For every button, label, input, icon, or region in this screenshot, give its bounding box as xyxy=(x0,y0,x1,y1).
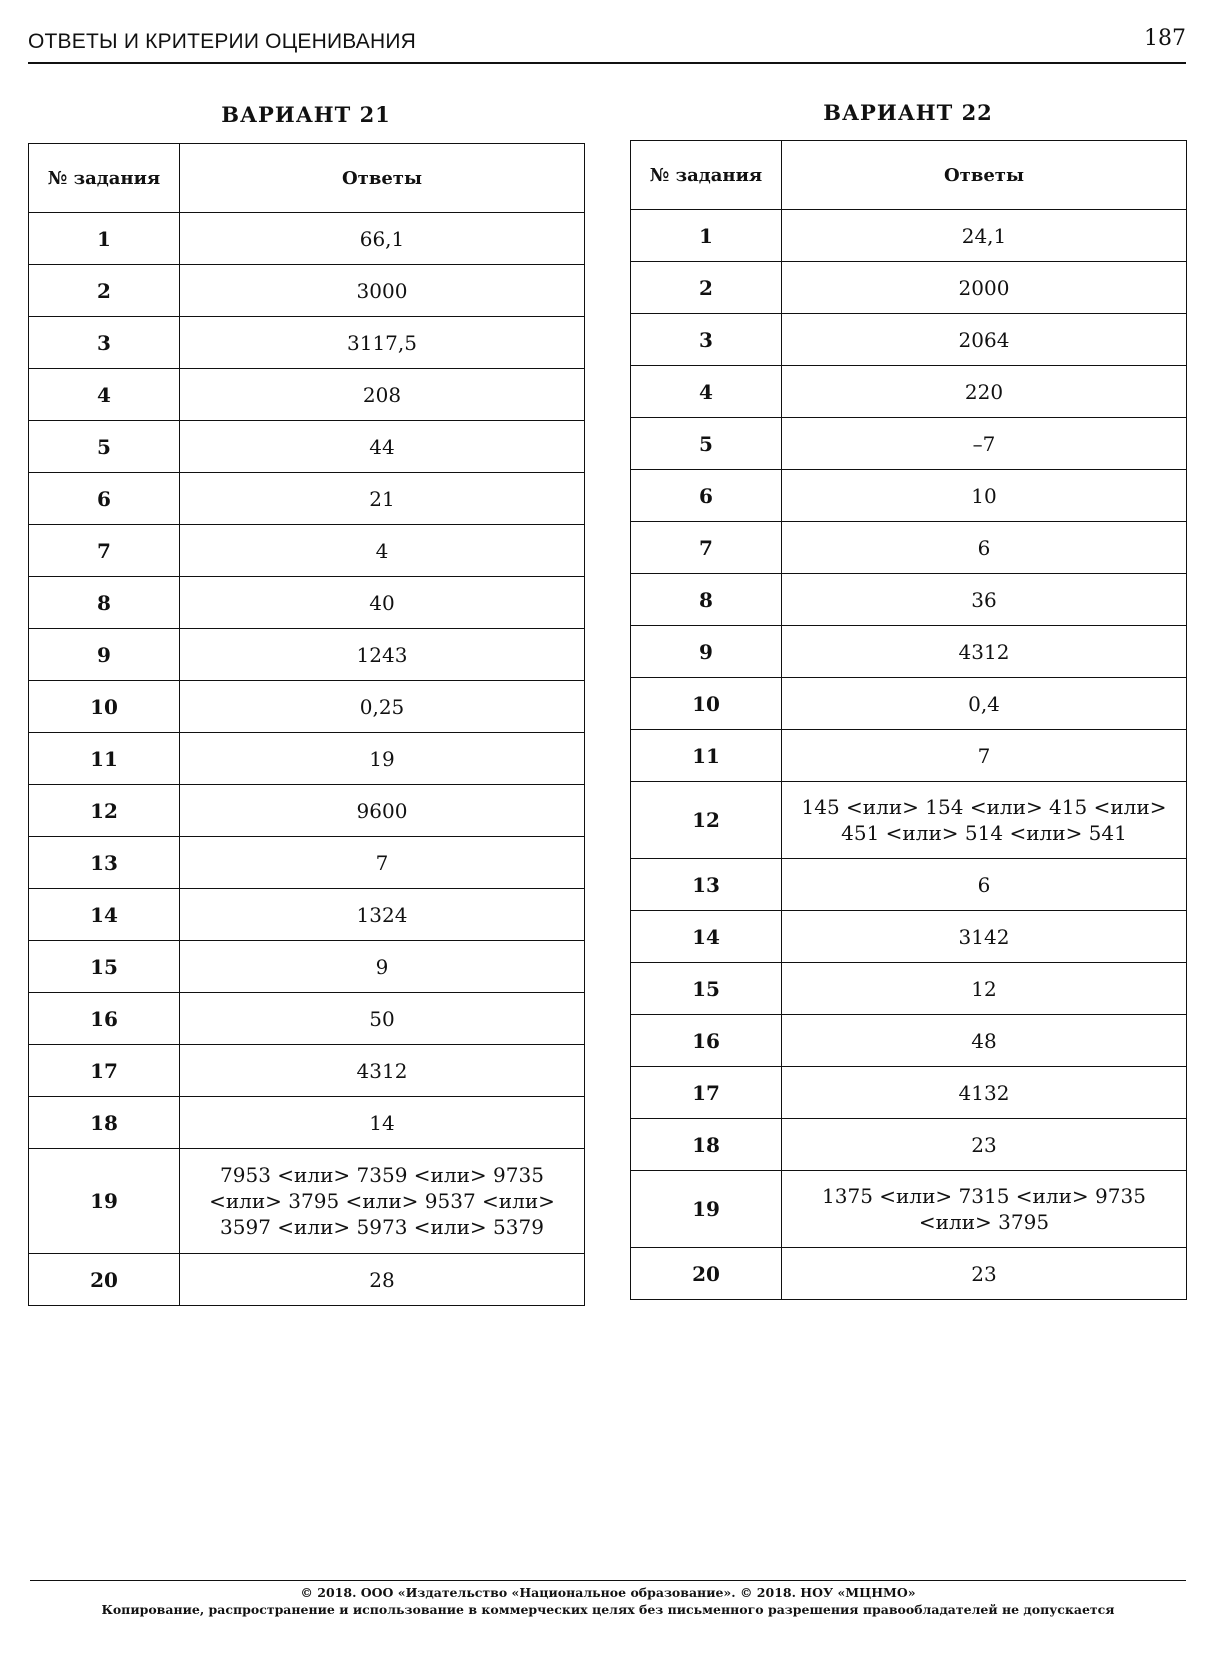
answer-cell: 12 xyxy=(782,963,1187,1015)
table-row xyxy=(29,837,585,889)
task-number-cell: 14 xyxy=(631,911,782,963)
section-title: ОТВЕТЫ И КРИТЕРИИ ОЦЕНИВАНИЯ xyxy=(28,30,417,53)
task-number-cell: 19 xyxy=(631,1171,782,1248)
task-number-cell: 4 xyxy=(631,366,782,418)
task-number-cell: 11 xyxy=(631,730,782,782)
table-row xyxy=(631,470,1187,522)
variant-22-title: ВАРИАНТ 22 xyxy=(823,100,993,125)
task-number-cell: 6 xyxy=(631,470,782,522)
task-number-cell: 10 xyxy=(631,678,782,730)
answer-cell: 6 xyxy=(782,859,1187,911)
task-number-cell: 12 xyxy=(631,782,782,859)
table-header-row xyxy=(29,144,585,213)
answer-cell: 0,25 xyxy=(180,681,585,733)
table-row xyxy=(631,1015,1187,1067)
answer-line: 3597 <или> 5973 <или> 5379 xyxy=(220,1215,544,1239)
task-number-cell: 2 xyxy=(631,262,782,314)
table-row xyxy=(29,629,585,681)
task-number-cell: 4 xyxy=(29,369,180,421)
answer-cell: 36 xyxy=(782,574,1187,626)
table-row xyxy=(29,681,585,733)
answer-cell: 4132 xyxy=(782,1067,1187,1119)
page-number: 187 xyxy=(1144,26,1186,51)
task-number-cell: 15 xyxy=(29,941,180,993)
task-number-cell: 20 xyxy=(631,1248,782,1300)
task-number-cell: 11 xyxy=(29,733,180,785)
table-row xyxy=(29,473,585,525)
answer-cell: 3142 xyxy=(782,911,1187,963)
task-number-cell: 14 xyxy=(29,889,180,941)
answer-cell: 14 xyxy=(180,1097,585,1149)
table-row xyxy=(29,1045,585,1097)
answer-cell: 21 xyxy=(180,473,585,525)
table-row xyxy=(29,421,585,473)
table-row xyxy=(29,785,585,837)
table-row xyxy=(631,522,1187,574)
table-row xyxy=(29,733,585,785)
table-row xyxy=(631,782,1187,859)
page-header xyxy=(28,26,1186,64)
table-row xyxy=(631,626,1187,678)
footer-notice: Копирование, распространение и использование в коммерческих целях без письменного разрешения правообладателей не допускается xyxy=(101,1602,1115,1617)
table-row xyxy=(631,730,1187,782)
task-number-cell: 1 xyxy=(29,213,180,265)
table-row xyxy=(29,213,585,265)
answer-cell xyxy=(782,1171,1187,1248)
table-row xyxy=(631,262,1187,314)
task-number-cell: 18 xyxy=(29,1097,180,1149)
footer-copyright: © 2018. ООО «Издательство «Национальное образование». © 2018. НОУ «МЦНМО» xyxy=(300,1585,916,1600)
table-header-row xyxy=(631,141,1187,210)
table-row xyxy=(29,1097,585,1149)
footer-divider xyxy=(30,1580,1186,1581)
answer-cell: 3000 xyxy=(180,265,585,317)
answer-cell: 9600 xyxy=(180,785,585,837)
task-number-cell: 13 xyxy=(29,837,180,889)
answer-cell: 208 xyxy=(180,369,585,421)
answer-cell: 4312 xyxy=(180,1045,585,1097)
answer-cell: 10 xyxy=(782,470,1187,522)
table-row xyxy=(631,678,1187,730)
answer-cell: 3117,5 xyxy=(180,317,585,369)
column-header-task-number: № задания xyxy=(29,144,180,213)
table-row xyxy=(29,1149,585,1254)
task-number-cell: 17 xyxy=(631,1067,782,1119)
task-number-cell: 16 xyxy=(631,1015,782,1067)
task-number-cell: 16 xyxy=(29,993,180,1045)
table-row xyxy=(631,911,1187,963)
task-number-cell: 8 xyxy=(29,577,180,629)
answer-cell: 0,4 xyxy=(782,678,1187,730)
answer-cell: 4 xyxy=(180,525,585,577)
table-row xyxy=(29,1254,585,1306)
answer-line: <или> 3795 xyxy=(918,1210,1050,1234)
answer-cell: 220 xyxy=(782,366,1187,418)
table-row xyxy=(631,574,1187,626)
answer-cell: 19 xyxy=(180,733,585,785)
table-row xyxy=(631,963,1187,1015)
answer-cell: 28 xyxy=(180,1254,585,1306)
task-number-cell: 7 xyxy=(29,525,180,577)
table-row xyxy=(631,1067,1187,1119)
answer-cell: –7 xyxy=(782,418,1187,470)
answer-cell: 24,1 xyxy=(782,210,1187,262)
table-row xyxy=(29,577,585,629)
answer-cell xyxy=(782,782,1187,859)
answer-cell: 2064 xyxy=(782,314,1187,366)
answer-cell: 6 xyxy=(782,522,1187,574)
table-row xyxy=(29,265,585,317)
task-number-cell: 18 xyxy=(631,1119,782,1171)
task-number-cell: 6 xyxy=(29,473,180,525)
answer-cell: 1324 xyxy=(180,889,585,941)
task-number-cell: 10 xyxy=(29,681,180,733)
task-number-cell: 7 xyxy=(631,522,782,574)
table-row xyxy=(29,889,585,941)
answer-cell: 2000 xyxy=(782,262,1187,314)
task-number-cell: 5 xyxy=(631,418,782,470)
task-number-cell: 3 xyxy=(29,317,180,369)
answer-cell: 1243 xyxy=(180,629,585,681)
answer-cell: 23 xyxy=(782,1119,1187,1171)
answer-cell: 66,1 xyxy=(180,213,585,265)
table-row xyxy=(29,369,585,421)
answers-table-variant-21 xyxy=(28,143,585,1306)
table-row xyxy=(29,941,585,993)
column-header-answers: Ответы xyxy=(180,144,585,213)
answer-line: 451 <или> 514 <или> 541 xyxy=(841,821,1127,845)
task-number-cell: 19 xyxy=(29,1149,180,1254)
answer-cell: 9 xyxy=(180,941,585,993)
table-row xyxy=(631,859,1187,911)
answer-line: 7953 <или> 7359 <или> 9735 xyxy=(220,1163,544,1187)
table-row xyxy=(631,1171,1187,1248)
table-row xyxy=(631,1119,1187,1171)
answers-table-variant-22 xyxy=(630,140,1187,1300)
table-row xyxy=(29,993,585,1045)
column-header-task-number: № задания xyxy=(631,141,782,210)
table-row xyxy=(631,366,1187,418)
task-number-cell: 15 xyxy=(631,963,782,1015)
task-number-cell: 5 xyxy=(29,421,180,473)
task-number-cell: 1 xyxy=(631,210,782,262)
table-row xyxy=(631,314,1187,366)
task-number-cell: 9 xyxy=(631,626,782,678)
task-number-cell: 20 xyxy=(29,1254,180,1306)
task-number-cell: 8 xyxy=(631,574,782,626)
task-number-cell: 2 xyxy=(29,265,180,317)
table-row xyxy=(631,418,1187,470)
answer-cell: 40 xyxy=(180,577,585,629)
variant-21-title: ВАРИАНТ 21 xyxy=(221,102,391,127)
task-number-cell: 17 xyxy=(29,1045,180,1097)
table-row xyxy=(29,317,585,369)
answer-line: <или> 3795 <или> 9537 <или> xyxy=(209,1189,555,1213)
table-row xyxy=(29,525,585,577)
answer-cell: 4312 xyxy=(782,626,1187,678)
answer-cell: 48 xyxy=(782,1015,1187,1067)
column-header-answers: Ответы xyxy=(782,141,1187,210)
table-row xyxy=(631,210,1187,262)
task-number-cell: 13 xyxy=(631,859,782,911)
answer-cell: 50 xyxy=(180,993,585,1045)
task-number-cell: 9 xyxy=(29,629,180,681)
task-number-cell: 3 xyxy=(631,314,782,366)
answer-cell: 7 xyxy=(180,837,585,889)
table-row xyxy=(631,1248,1187,1300)
answer-line: 1375 <или> 7315 <или> 9735 xyxy=(822,1184,1146,1208)
answer-cell: 44 xyxy=(180,421,585,473)
answer-cell xyxy=(180,1149,585,1254)
task-number-cell: 12 xyxy=(29,785,180,837)
answer-cell: 23 xyxy=(782,1248,1187,1300)
answer-cell: 7 xyxy=(782,730,1187,782)
answer-line: 145 <или> 154 <или> 415 <или> xyxy=(801,795,1167,819)
